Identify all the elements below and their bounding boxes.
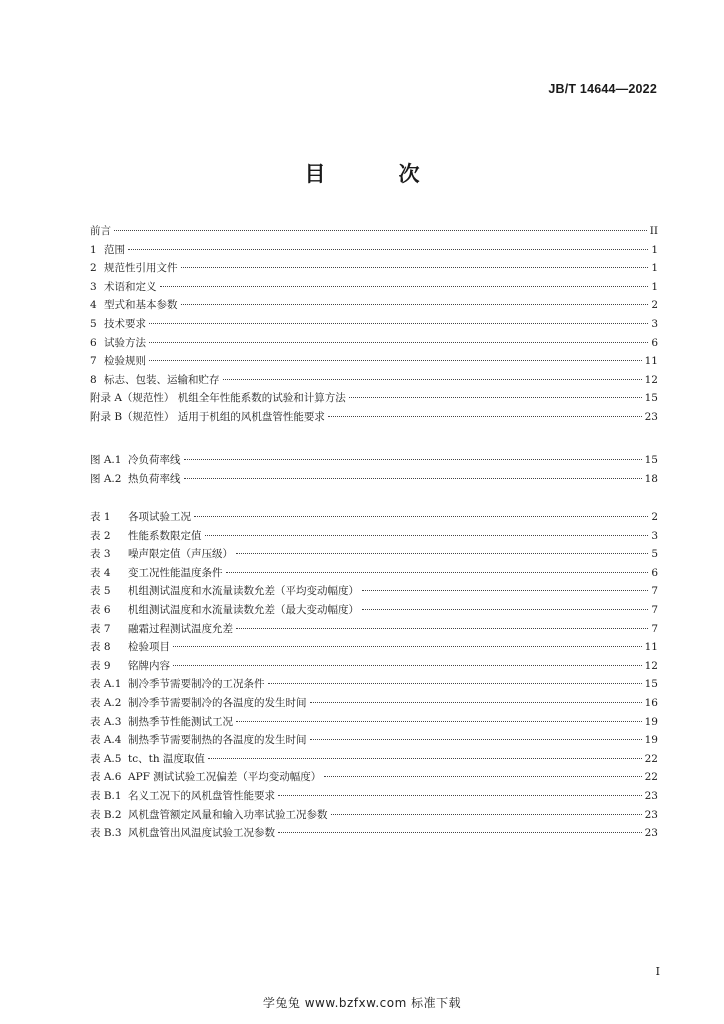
toc-table-entry-page: 16	[644, 696, 658, 709]
toc-entry[interactable]	[90, 372, 658, 391]
dot-leader	[128, 249, 648, 250]
toc-entry[interactable]	[90, 242, 658, 261]
toc-table-entry-page: 11	[644, 641, 658, 654]
toc-entry-page: 1	[651, 280, 658, 293]
toc-entry[interactable]	[90, 353, 658, 372]
dot-leader	[149, 342, 648, 343]
toc-entry-title: 技术要求	[104, 317, 146, 330]
dot-leader	[236, 721, 642, 722]
dot-leader	[114, 230, 647, 231]
toc-table-entry-page: 5	[651, 548, 658, 561]
dot-leader	[268, 683, 642, 684]
toc-table-entry[interactable]	[90, 509, 658, 528]
toc-table-entry-page: 6	[651, 566, 658, 579]
toc-table-entry[interactable]	[90, 676, 658, 695]
dot-leader	[236, 628, 648, 629]
toc-table-entry-prefix: 表 A.3	[90, 715, 122, 728]
toc-entry[interactable]	[90, 390, 658, 409]
toc-table-entry-title: 制冷季节需要制冷的工况条件	[128, 678, 265, 691]
toc-table-entry[interactable]	[90, 621, 658, 640]
toc-table-entry-title: 性能系数限定值	[128, 529, 202, 542]
toc-entry-number: 6	[90, 336, 97, 349]
toc-table-entry[interactable]	[90, 714, 658, 733]
toc-entry-number: 3	[90, 280, 97, 293]
toc-entry-number: 5	[90, 317, 97, 330]
toc-table-entry-title: 制热季节性能测试工况	[128, 715, 233, 728]
toc-table-entry-prefix: 表 6	[90, 603, 111, 616]
toc-entry-label	[90, 372, 220, 387]
toc-table-entry-label	[90, 807, 328, 822]
toc-table-entry-title: 机组测试温度和水流量读数允差（平均变动幅度）	[128, 585, 359, 598]
toc-table-entry-title: 制冷季节需要制冷的各温度的发生时间	[128, 696, 307, 709]
footer-page-number: I	[655, 965, 660, 978]
toc-table-entry[interactable]	[90, 695, 658, 714]
toc-table-entry[interactable]	[90, 528, 658, 547]
dot-leader	[226, 572, 649, 573]
dot-leader	[160, 286, 649, 287]
toc-table-entry-page: 23	[644, 808, 658, 821]
toc-figure-entry-title: 热负荷率线	[128, 472, 181, 485]
toc-table-entry[interactable]	[90, 583, 658, 602]
toc-entry[interactable]	[90, 409, 658, 428]
toc-entry[interactable]	[90, 279, 658, 298]
toc-table-entry-label	[90, 565, 223, 580]
dot-leader	[149, 360, 642, 361]
toc-table-entry-title: 噪声限定值（声压级）	[128, 548, 233, 561]
toc-table-entry[interactable]	[90, 769, 658, 788]
toc-entry-label	[90, 223, 111, 238]
toc-figures	[90, 452, 658, 489]
toc-table-entry-label	[90, 602, 359, 617]
dot-leader	[324, 776, 641, 777]
toc-entry-number: 2	[90, 262, 97, 275]
toc-table-entry-prefix: 表 8	[90, 641, 111, 654]
toc-table-entry-page: 23	[644, 789, 658, 802]
toc-table-entry-page: 23	[644, 827, 658, 840]
toc-tables	[90, 509, 658, 844]
toc-figure-entry-page: 15	[644, 454, 658, 466]
toc-entry-page: II	[649, 225, 658, 237]
toc-table-entry-prefix: 表 A.1	[90, 678, 122, 691]
toc-table-entry-prefix: 表 A.2	[90, 696, 122, 709]
toc-table-entry-prefix: 表 5	[90, 585, 111, 598]
toc-entry-page: 1	[651, 243, 658, 256]
toc-table-entry-label	[90, 676, 265, 691]
toc-entry[interactable]	[90, 335, 658, 354]
toc-table-entry-page: 2	[651, 511, 658, 523]
dot-leader	[236, 553, 648, 554]
toc-entry-title: 试验方法	[104, 336, 146, 349]
toc-entry-label	[90, 335, 146, 350]
dot-leader	[223, 379, 642, 380]
toc-table-entry-label	[90, 583, 359, 598]
toc-figure-entry-page: 18	[644, 472, 658, 485]
toc-table-entry-title: 铭牌内容	[128, 659, 170, 672]
toc-table-entry-page: 15	[644, 678, 658, 691]
dot-leader	[310, 739, 642, 740]
toc-entry-page: 3	[651, 317, 658, 330]
toc-entry[interactable]	[90, 297, 658, 316]
toc-table-entry-prefix: 表 B.2	[90, 808, 122, 821]
toc-entry[interactable]	[90, 223, 658, 242]
toc-table-entry-title: tc、th 温度取值	[128, 752, 205, 765]
dot-leader	[349, 397, 642, 398]
toc-entry[interactable]	[90, 316, 658, 335]
toc-table-entry-prefix: 表 4	[90, 566, 111, 579]
toc-table-entry-label	[90, 546, 233, 561]
toc-table-entry-title: 融霜过程测试温度允差	[128, 622, 233, 635]
toc-table-entry-page: 7	[651, 622, 658, 635]
toc-entry-page: 12	[644, 373, 658, 386]
toc-table-entry-title: APF 测试试验工况偏差（平均变动幅度）	[128, 771, 322, 784]
toc-table-entry-title: 各项试验工况	[128, 511, 191, 523]
watermark: 学兔兔 www.bzfxw.com 标准下载	[262, 996, 462, 1010]
toc-table-entry-prefix: 表 9	[90, 659, 111, 672]
toc-table-entry-label	[90, 788, 275, 803]
toc-entry-page: 15	[644, 392, 658, 405]
toc-entry-number: 1	[90, 243, 97, 256]
toc-entry-page: 11	[644, 355, 658, 368]
toc-table-entry-label	[90, 658, 170, 673]
dot-leader	[328, 416, 642, 417]
toc-table-entry-prefix: 表 A.4	[90, 734, 122, 747]
toc-sections	[90, 223, 658, 428]
toc-entry-label	[90, 260, 178, 275]
toc-entry-label	[90, 297, 178, 312]
toc-entry-number: 4	[90, 299, 97, 312]
toc-table-entry[interactable]	[90, 732, 658, 751]
toc-table-entry[interactable]	[90, 807, 658, 826]
toc-entry-page: 23	[644, 410, 658, 423]
dot-leader	[362, 609, 648, 610]
toc-entry-page: 6	[651, 336, 658, 349]
toc-figure-entry-label	[90, 452, 181, 467]
toc-entry-number: 7	[90, 355, 97, 368]
toc-figure-entry-prefix: 图 A.1	[90, 454, 122, 466]
toc-table-entry-page: 7	[651, 603, 658, 616]
toc-entry-label	[90, 279, 157, 294]
toc-table-entry-label	[90, 825, 275, 840]
toc-entry-number: 8	[90, 373, 97, 386]
toc-table-entry-title: 变工况性能温度条件	[128, 566, 223, 579]
toc-figure-entry-prefix: 图 A.2	[90, 472, 122, 485]
toc-entry-label	[90, 409, 325, 424]
toc-table-entry[interactable]	[90, 751, 658, 770]
toc-entry-page: 2	[651, 299, 658, 312]
toc-table-entry-label	[90, 714, 233, 729]
toc-table-entry-page: 22	[644, 771, 658, 784]
toc-table-entry-prefix: 表 B.1	[90, 789, 122, 802]
toc-figure-entry[interactable]	[90, 452, 658, 471]
toc-table-entry-title: 名义工况下的风机盘管性能要求	[128, 789, 275, 802]
toc-table-entry-title: 风机盘管出风温度试验工况参数	[128, 827, 275, 840]
toc-figure-entry[interactable]	[90, 471, 658, 490]
toc-figure-entry-label	[90, 471, 181, 486]
toc-table-entry-prefix: 表 A.6	[90, 771, 122, 784]
toc-table-entry-page: 7	[651, 585, 658, 598]
toc-table-entry[interactable]	[90, 788, 658, 807]
toc-table-entry-page: 19	[644, 715, 658, 728]
dot-leader	[173, 665, 642, 666]
dot-leader	[278, 832, 642, 833]
dot-leader	[278, 795, 642, 796]
dot-leader	[181, 304, 649, 305]
toc-table-entry-label	[90, 751, 205, 766]
toc-table-entry-label	[90, 621, 233, 636]
toc-table-entry-prefix: 表 1	[90, 511, 111, 523]
toc-table-entry-prefix: 表 A.5	[90, 752, 122, 765]
toc-table-entry-page: 12	[644, 659, 658, 672]
toc-table-entry-prefix: 表 B.3	[90, 827, 122, 840]
toc-table-entry-label	[90, 732, 307, 747]
page-title: 目 次	[304, 162, 446, 186]
toc-table-entry-label	[90, 769, 321, 784]
toc-table-entry-prefix: 表 3	[90, 548, 111, 561]
dot-leader	[205, 535, 649, 536]
toc-entry-title: 附录 B（规范性） 适用于机组的风机盘管性能要求	[90, 410, 325, 423]
toc-table-entry-title: 制热季节需要制热的各温度的发生时间	[128, 734, 307, 747]
toc-entry-title: 检验规则	[104, 355, 146, 368]
toc-table-entry[interactable]	[90, 825, 658, 844]
standard-code: JB/T 14644—2022	[548, 82, 657, 96]
toc-table-entry-label	[90, 639, 170, 654]
toc-figure-entry-title: 冷负荷率线	[128, 454, 181, 466]
toc-table-entry[interactable]	[90, 546, 658, 565]
toc-table-entry-label	[90, 695, 307, 710]
dot-leader	[362, 590, 648, 591]
toc-table-entry-prefix: 表 2	[90, 529, 111, 542]
toc-entry-label	[90, 316, 146, 331]
toc-entry-title: 标志、包装、运输和贮存	[104, 373, 220, 386]
toc-table-entry-title: 风机盘管额定风量和输入功率试验工况参数	[128, 808, 328, 821]
dot-leader	[173, 646, 642, 647]
toc-entry-page: 1	[651, 262, 658, 275]
toc-table-entry[interactable]	[90, 639, 658, 658]
toc-entry-label	[90, 242, 125, 257]
dot-leader	[310, 702, 642, 703]
toc-table-entry-label	[90, 509, 191, 524]
toc-table-entry-label	[90, 528, 202, 543]
dot-leader	[181, 267, 649, 268]
toc-entry-title: 规范性引用文件	[104, 262, 178, 275]
toc-table-entry[interactable]	[90, 658, 658, 677]
toc-table-entry[interactable]	[90, 602, 658, 621]
toc-table-entry-title: 机组测试温度和水流量读数允差（最大变动幅度）	[128, 603, 359, 616]
dot-leader	[184, 459, 642, 460]
toc-entry-title: 前言	[90, 225, 111, 237]
toc-entry[interactable]	[90, 260, 658, 279]
toc-table-entry-page: 22	[644, 752, 658, 765]
toc-entry-title: 型式和基本参数	[104, 299, 178, 312]
toc-table-entry-title: 检验项目	[128, 641, 170, 654]
toc-table-entry-page: 3	[651, 529, 658, 542]
toc-entry-title: 附录 A（规范性） 机组全年性能系数的试验和计算方法	[90, 392, 346, 405]
dot-leader	[194, 516, 648, 517]
toc-entry-label	[90, 390, 346, 405]
dot-leader	[331, 814, 642, 815]
toc-table-entry[interactable]	[90, 565, 658, 584]
toc-table-entry-page: 19	[644, 734, 658, 747]
dot-leader	[149, 323, 648, 324]
toc-entry-label	[90, 353, 146, 368]
toc-entry-title: 范围	[104, 243, 125, 256]
dot-leader	[184, 478, 642, 479]
dot-leader	[208, 758, 642, 759]
toc-table-entry-prefix: 表 7	[90, 622, 111, 635]
toc-entry-title: 术语和定义	[104, 280, 157, 293]
